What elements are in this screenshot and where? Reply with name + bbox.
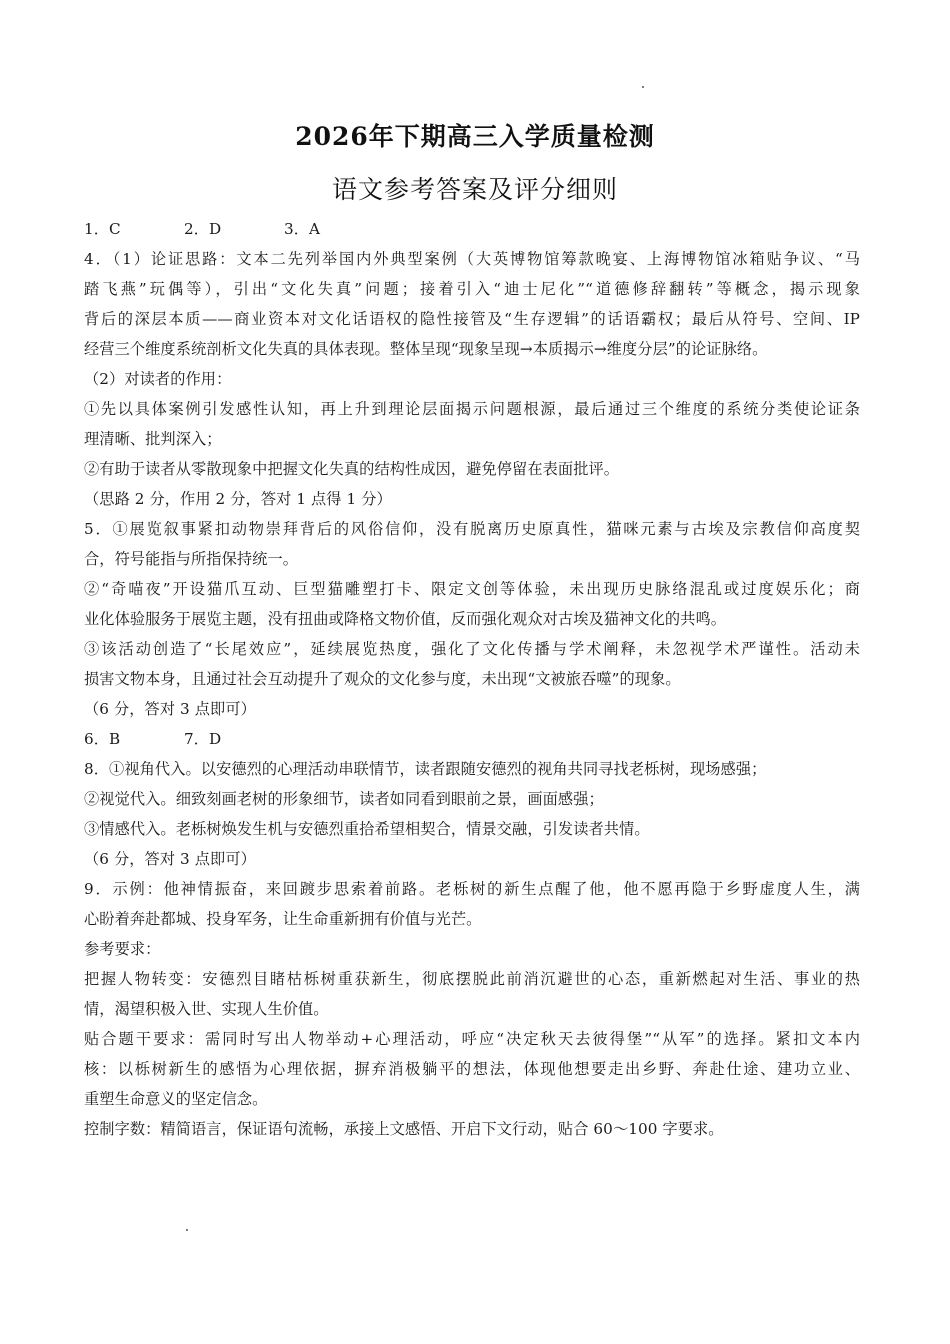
q5-line: ②“奇喵夜”开设猫爪互动、巨型猫雕塑打卡、限定文创等体验，未出现历史脉络混乱或过度娱乐化；商 bbox=[84, 580, 860, 598]
q5-scoring: （6 分，答对 3 点即可） bbox=[84, 700, 256, 718]
q4-line: 经营三个维度系统剖析文化失真的具体表现。整体呈现“现象呈现→本质揭示→维度分层”的论证脉络。 bbox=[84, 340, 768, 358]
q5-line: ③该活动创造了“长尾效应”，延续展览热度，强化了文化传播与学术阐释，未忽视学术严谨性。活动未 bbox=[84, 640, 860, 658]
answer-6: 6．B bbox=[84, 730, 121, 748]
q4-line: 4．（1）论证思路：文本二先列举国内外典型案例（大英博物馆筹款晚宴、上海博物馆冰箱贴争议、“马 bbox=[84, 250, 860, 268]
q4-line: 理清晰、批判深入； bbox=[84, 430, 222, 448]
document-title: 2026年下期高三入学质量检测 bbox=[295, 122, 655, 151]
q9-line: 情，渴望积极入世、实现人生价值。 bbox=[84, 1000, 329, 1018]
q4-line: ①先以具体案例引发感性认知，再上升到理论层面揭示问题根源，最后通过三个维度的系统分类使论证条 bbox=[84, 400, 860, 418]
answer-3: 3．A bbox=[284, 220, 321, 238]
question-8 bbox=[84, 754, 860, 874]
q9-line: 贴合题干要求：需同时写出人物举动+心理活动，呼应“决定秋天去彼得堡”“从军”的选择。紧扣文本内 bbox=[84, 1030, 860, 1048]
answers-6-7 bbox=[84, 724, 860, 754]
q9-line: 重塑生命意义的坚定信念。 bbox=[84, 1090, 268, 1108]
q8-line: ③情感代入。老栎树焕发生机与安德烈重拾希望相契合，情景交融，引发读者共情。 bbox=[84, 820, 650, 838]
scan-dot bbox=[642, 86, 644, 88]
scan-dot bbox=[186, 1229, 188, 1231]
answers-1-3 bbox=[84, 214, 860, 244]
answer-2: 2．D bbox=[184, 220, 222, 238]
q4-line: （2）对读者的作用： bbox=[84, 370, 232, 388]
q4-line: 背后的深层本质——商业资本对文化话语权的隐性接管及“生存逻辑”的话语霸权；最后从符号、空间、IP bbox=[84, 310, 860, 328]
q4-scoring: （思路 2 分，作用 2 分，答对 1 点得 1 分） bbox=[84, 490, 392, 508]
q5-line: 合，符号能指与所指保持统一。 bbox=[84, 550, 299, 568]
q9-line: 9．示例：他神情振奋，来回踱步思索着前路。老栎树的新生点醒了他，他不愿再隐于乡野虚度人生，满 bbox=[84, 880, 860, 898]
answer-1: 1．C bbox=[84, 220, 121, 238]
answer-body bbox=[84, 214, 860, 1144]
q9-line: 核：以栎树新生的感悟为心理依据，摒弃消极躺平的想法，体现他想要走出乡野、奔赴仕途、建功立业、 bbox=[84, 1060, 860, 1078]
document-subtitle: 语文参考答案及评分细则 bbox=[331, 175, 618, 204]
q8-line: ②视觉代入。细致刻画老树的形象细节，读者如同看到眼前之景，画面感强； bbox=[84, 790, 604, 808]
q9-line: 把握人物转变：安德烈目睹枯栎树重获新生，彻底摆脱此前消沉避世的心态，重新燃起对生活、事业的热 bbox=[84, 970, 860, 988]
q9-line: 心盼着奔赴都城、投身军务，让生命重新拥有价值与光芒。 bbox=[84, 910, 482, 928]
q8-line: 8．①视角代入。以安德烈的心理活动串联情节，读者跟随安德烈的视角共同寻找老栎树，现场感强； bbox=[84, 760, 767, 778]
q9-line: 控制字数：精简语言，保证语句流畅，承接上文感悟、开启下文行动，贴合 60～100 字要求。 bbox=[84, 1120, 724, 1138]
q5-line: 业化体验服务于展览主题，没有扭曲或降格文物价值，反而强化观众对古埃及猫神文化的共鸣。 bbox=[84, 610, 727, 628]
q5-line: 5．①展览叙事紧扣动物崇拜背后的风俗信仰，没有脱离历史原真性，猫咪元素与古埃及宗教信仰高度契 bbox=[84, 520, 860, 538]
q4-line: 踏飞燕”玩偶等），引出“文化失真”问题；接着引入“迪士尼化”“道德修辞翻转”等概念，揭示现象 bbox=[84, 280, 860, 298]
question-5 bbox=[84, 514, 860, 724]
q5-line: 损害文物本身，且通过社会互动提升了观众的文化参与度，未出现“文被旅吞噬”的现象。 bbox=[84, 670, 681, 688]
question-4 bbox=[84, 244, 860, 514]
q9-line: 参考要求： bbox=[84, 940, 161, 958]
question-9 bbox=[84, 874, 860, 1144]
q4-line: ②有助于读者从零散现象中把握文化失真的结构性成因，避免停留在表面批评。 bbox=[84, 460, 620, 478]
q8-scoring: （6 分，答对 3 点即可） bbox=[84, 850, 256, 868]
answer-7: 7．D bbox=[184, 730, 222, 748]
